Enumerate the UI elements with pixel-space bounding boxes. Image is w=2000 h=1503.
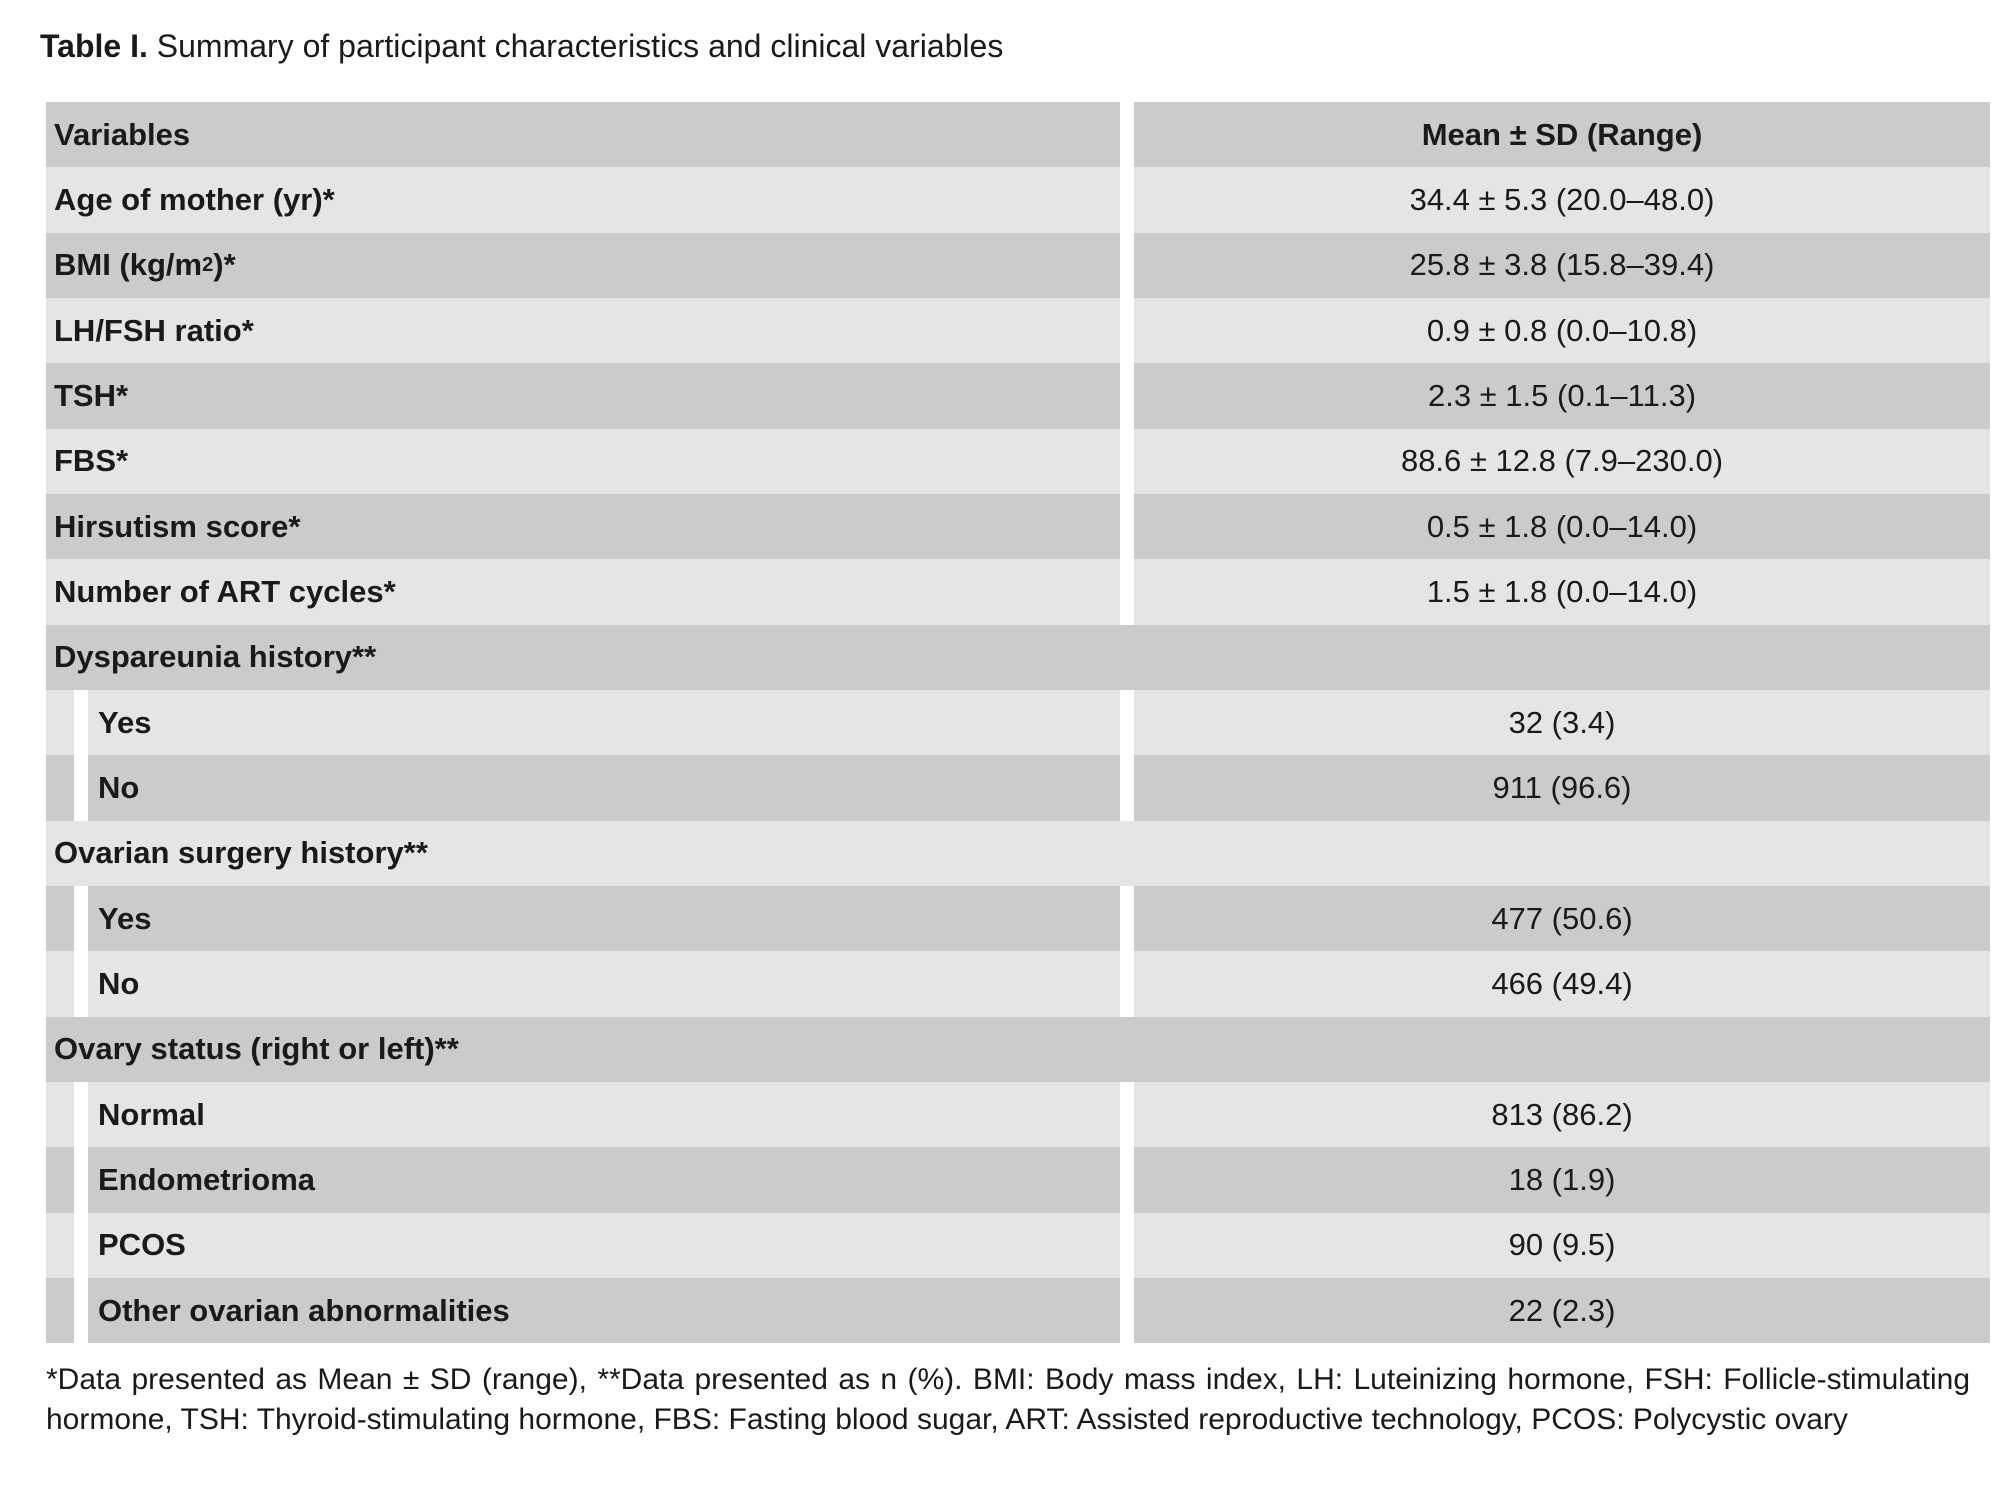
row-label: Yes bbox=[98, 704, 152, 740]
row-label: LH/FSH ratio* bbox=[54, 312, 254, 348]
row-value: 90 (9.5) bbox=[1508, 1227, 1616, 1263]
table-row bbox=[46, 494, 1990, 559]
table-row bbox=[46, 167, 1990, 232]
row-label: FBS* bbox=[54, 443, 129, 479]
row-value: 18 (1.9) bbox=[1508, 1161, 1616, 1197]
table-row bbox=[46, 755, 1990, 820]
row-value: 22 (2.3) bbox=[1508, 1292, 1616, 1328]
table-row bbox=[46, 559, 1990, 624]
row-label: Yes bbox=[98, 900, 152, 936]
row-label: Age of mother (yr)* bbox=[54, 181, 335, 217]
table-row bbox=[46, 298, 1990, 363]
row-value: 1.5 ± 1.8 (0.0–14.0) bbox=[1426, 573, 1698, 609]
row-value: 34.4 ± 5.3 (20.0–48.0) bbox=[1409, 181, 1715, 217]
table-caption-label: Table I. bbox=[40, 28, 148, 64]
row-value: 25.8 ± 3.8 (15.8–39.4) bbox=[1409, 247, 1715, 283]
row-value: 813 (86.2) bbox=[1491, 1096, 1633, 1132]
header-mean-sd-range: Mean ± SD (Range) bbox=[1421, 116, 1703, 152]
row-value: 0.9 ± 0.8 (0.0–10.8) bbox=[1426, 312, 1698, 348]
table-row bbox=[46, 951, 1990, 1016]
group-label: Dyspareunia history** bbox=[54, 639, 377, 675]
row-label: BMI (kg/m 2 )* bbox=[54, 247, 236, 283]
header-variables: Variables bbox=[54, 116, 191, 152]
table-row bbox=[46, 429, 1990, 494]
row-value: 0.5 ± 1.8 (0.0–14.0) bbox=[1426, 508, 1698, 544]
table-row bbox=[46, 886, 1990, 951]
row-value: 911 (96.6) bbox=[1492, 769, 1632, 805]
row-value: 88.6 ± 12.8 (7.9–230.0) bbox=[1400, 443, 1724, 479]
row-label: Other ovarian abnormalities bbox=[98, 1292, 510, 1328]
row-label: Normal bbox=[98, 1096, 205, 1132]
table-row bbox=[46, 1082, 1990, 1147]
group-label: Ovary status (right or left)** bbox=[54, 1031, 459, 1067]
row-value: 2.3 ± 1.5 (0.1–11.3) bbox=[1427, 377, 1697, 413]
table-row bbox=[46, 1213, 1990, 1278]
table-group-row-dyspareunia bbox=[46, 625, 1990, 690]
row-label: Number of ART cycles* bbox=[54, 573, 396, 609]
row-label: TSH* bbox=[54, 377, 129, 413]
table-row bbox=[46, 690, 1990, 755]
group-label: Ovarian surgery history** bbox=[54, 835, 428, 871]
table-row bbox=[46, 1278, 1990, 1343]
row-value: 477 (50.6) bbox=[1491, 900, 1633, 936]
row-label: No bbox=[98, 965, 140, 1001]
table-row bbox=[46, 363, 1990, 428]
table-row bbox=[46, 1147, 1990, 1212]
row-label: PCOS bbox=[98, 1227, 186, 1263]
participant-characteristics-table bbox=[46, 102, 1990, 1343]
table-footnote: *Data presented as Mean ± SD (range), **Data presented as n (%). BMI: Body mass index, LH: Luteinizing hormone, FSH: Follicle-stimulating hormone, TSH: Thyroid-stimulating hormone, FBS: Fasting blood sugar, ART: Assisted reproductive technology, PCOS: Polycystic ovary bbox=[46, 1363, 1970, 1436]
row-label: Endometrioma bbox=[98, 1161, 316, 1197]
row-value: 466 (49.4) bbox=[1491, 965, 1633, 1001]
table-caption-text: Summary of participant characteristics and clinical variables bbox=[156, 28, 1004, 64]
row-label: Hirsutism score* bbox=[54, 508, 301, 544]
table-header-row bbox=[46, 102, 1990, 167]
row-value: 32 (3.4) bbox=[1508, 704, 1616, 740]
row-label: No bbox=[98, 769, 140, 805]
table-caption bbox=[40, 24, 1003, 68]
table-group-row-ovary-status bbox=[46, 1017, 1990, 1082]
table-group-row-ovarian-surgery bbox=[46, 821, 1990, 886]
table-row bbox=[46, 233, 1990, 298]
